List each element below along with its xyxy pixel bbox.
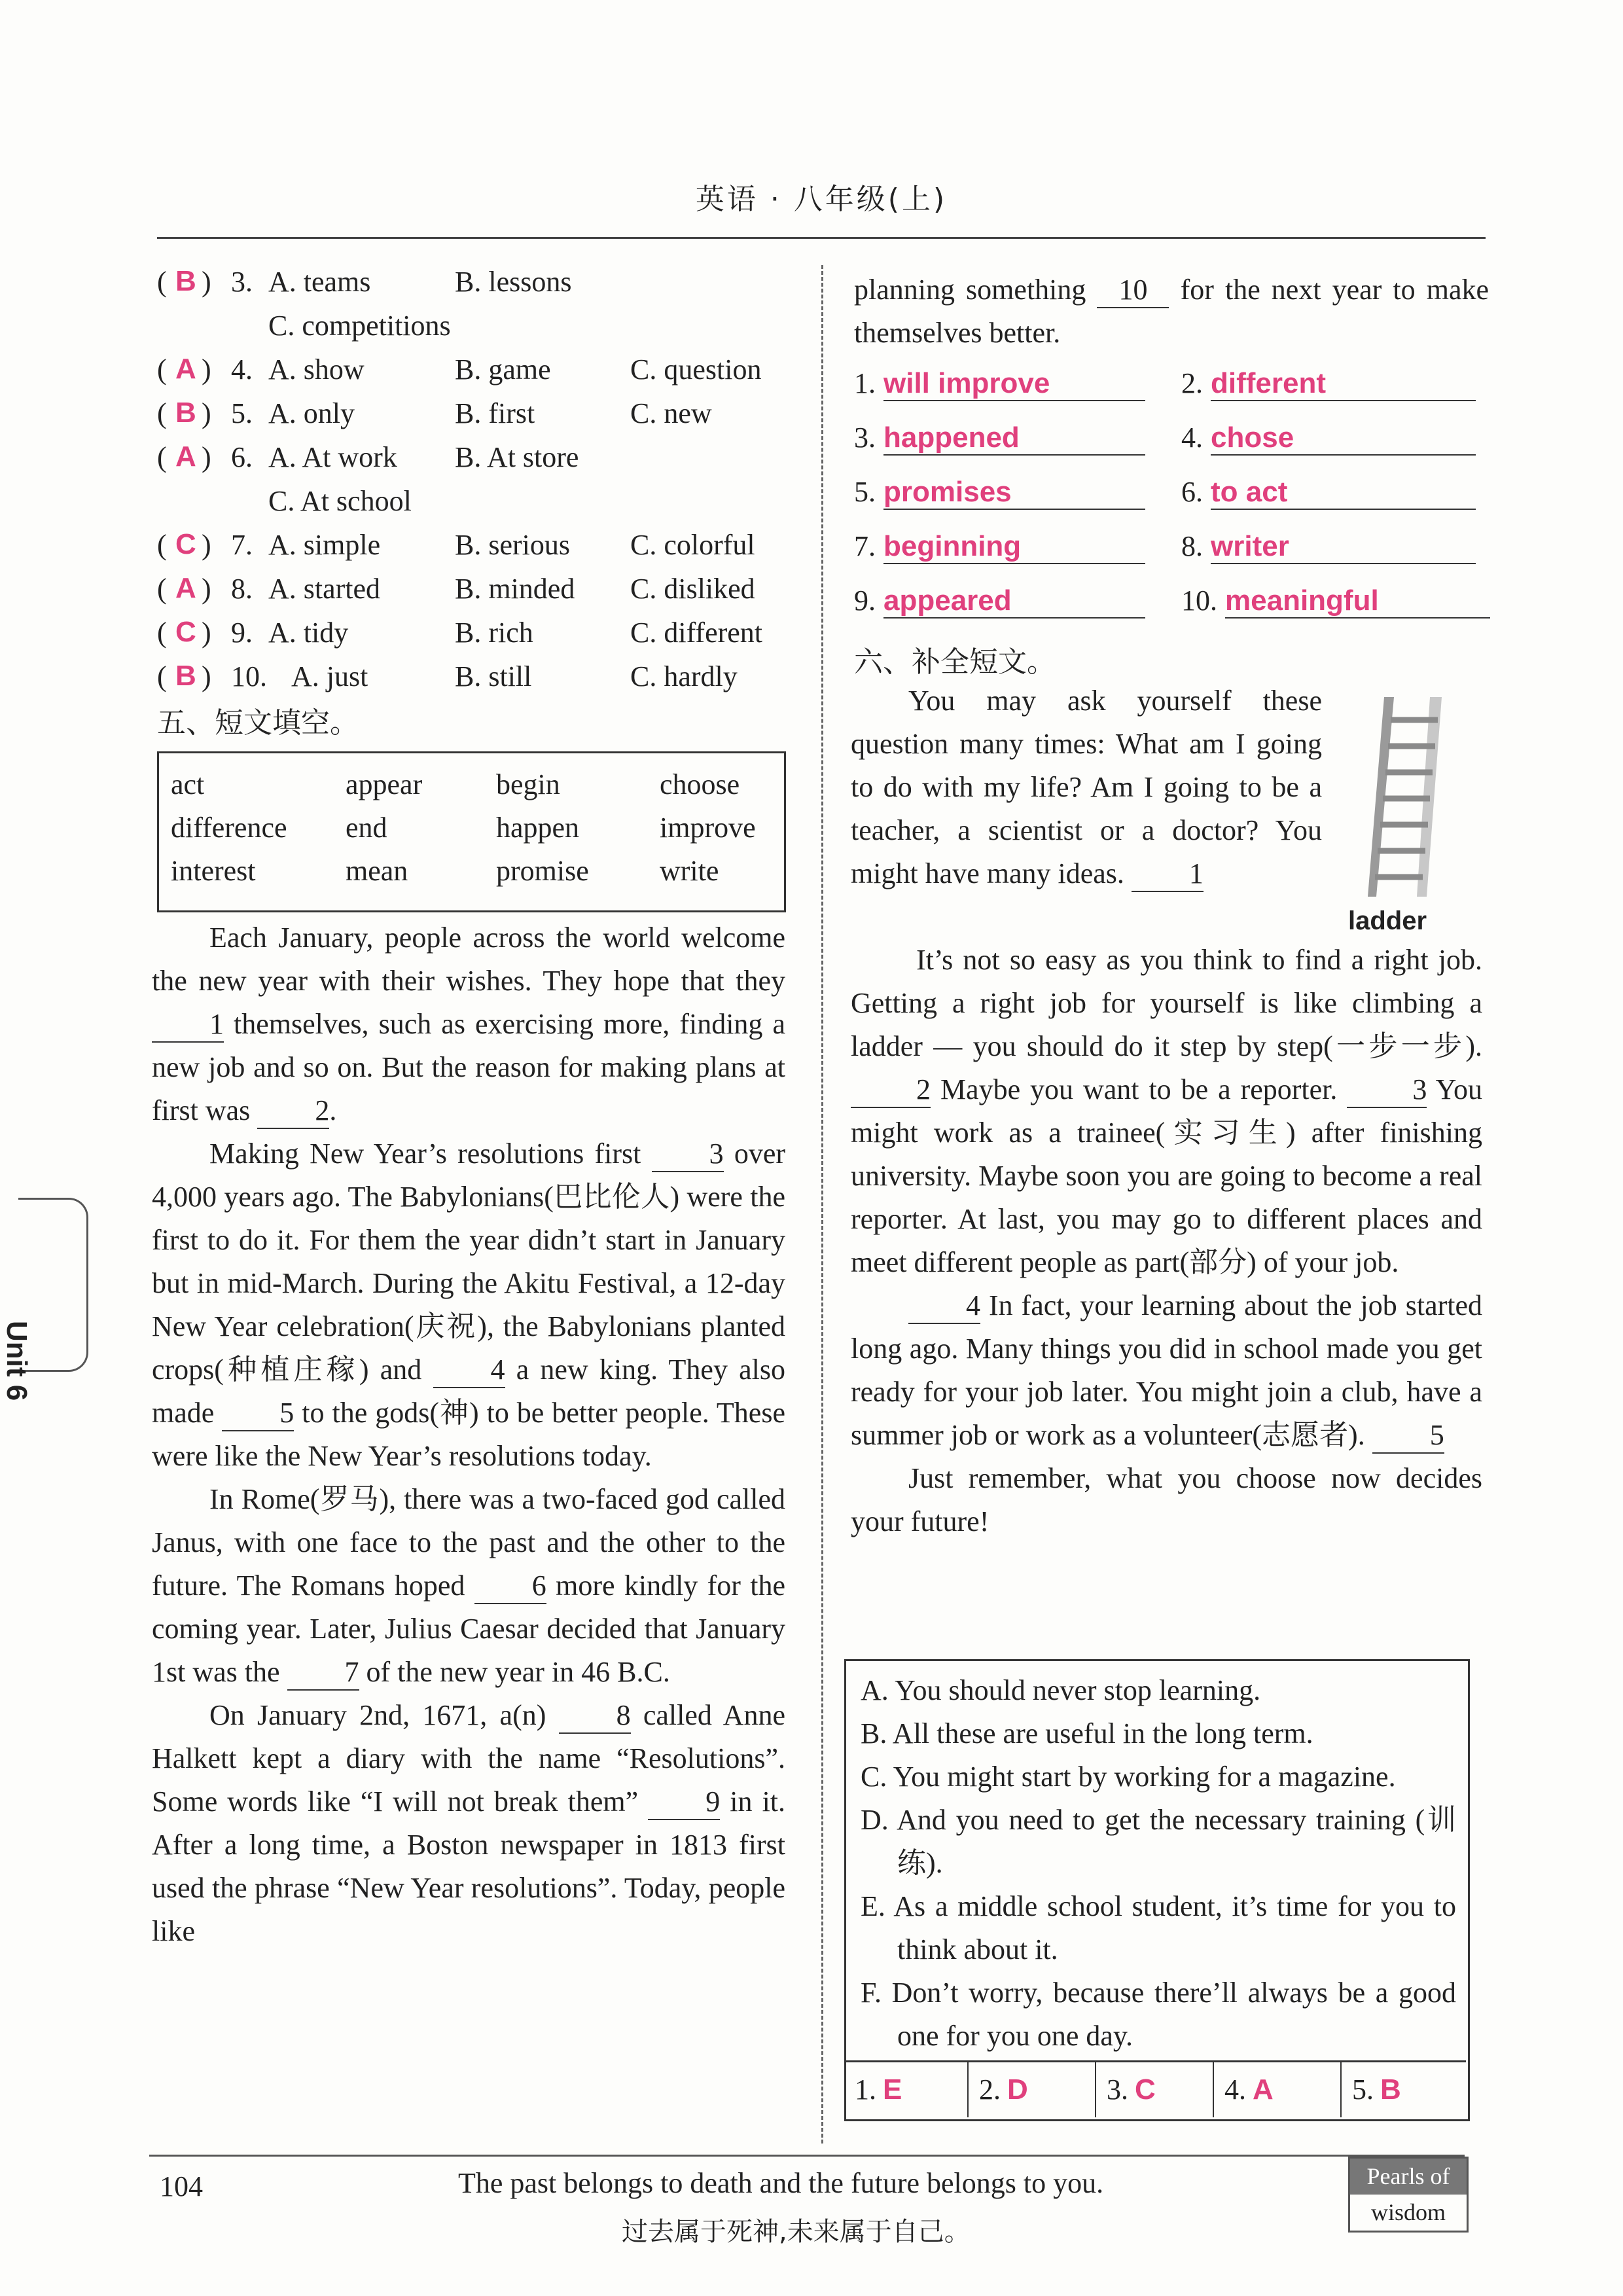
answer-number: 10.: [1181, 584, 1217, 617]
answer-number: 9.: [854, 584, 876, 617]
paren: ): [202, 660, 211, 692]
mc-answer: A: [175, 353, 196, 385]
blank-5[interactable]: 5: [222, 1396, 294, 1431]
mc-answer: B: [175, 397, 196, 429]
mc-option: B. serious: [455, 529, 570, 561]
blank-7[interactable]: 7: [287, 1655, 359, 1691]
answer-number: 1.: [854, 367, 876, 399]
answer-number: 2.: [1181, 367, 1203, 399]
paren: (: [157, 617, 167, 649]
mc-option: A. just: [291, 660, 368, 692]
word-bank-item: happen: [496, 812, 580, 844]
paren: ): [202, 617, 211, 649]
mc-option: B. rich: [455, 617, 533, 649]
mc-option: C. question: [630, 353, 762, 386]
answer-item: [1181, 475, 1476, 510]
mc-answer: B: [175, 660, 196, 692]
mc-option: A. At work: [268, 441, 397, 473]
answer-number: 5.: [854, 476, 876, 508]
mc-option: C. competitions: [268, 310, 451, 342]
answer-item: [1181, 529, 1476, 564]
mc-number: 8.: [231, 573, 253, 605]
header-rule: [157, 237, 1486, 239]
mc-option: B. lessons: [455, 266, 572, 298]
answer-cell: 3. C: [1096, 2062, 1214, 2117]
option-item: E. As a middle school student, it’s time for you to think about it.: [861, 1890, 1456, 1965]
blank-8[interactable]: 8: [559, 1698, 631, 1734]
blank-6-3[interactable]: 3: [1347, 1073, 1427, 1108]
answer-item: [1181, 584, 1490, 619]
answer-value: to act: [1211, 476, 1476, 510]
mc-option: A. teams: [268, 266, 371, 298]
answer-value: will improve: [883, 367, 1145, 401]
page-header-title: 英语 · 八年级(上): [695, 183, 948, 216]
paren: ): [202, 353, 211, 386]
word-bank-item: begin: [496, 768, 560, 800]
mc-number: 5.: [231, 397, 253, 429]
answer-value: appeared: [883, 584, 1145, 619]
answer-number: 3.: [854, 422, 876, 454]
word-bank-item: mean: [346, 855, 408, 887]
mc-option: B. minded: [455, 573, 575, 605]
mc-option: C. hardly: [630, 660, 738, 692]
mc-option: B. At store: [455, 441, 579, 473]
mc-number: 3.: [231, 266, 253, 298]
answer-number: 6.: [1181, 476, 1203, 508]
answer-item: [1181, 421, 1476, 456]
blank-6[interactable]: 6: [474, 1569, 546, 1604]
answer-cell: 4. A: [1214, 2062, 1342, 2117]
mc-option: C. colorful: [630, 529, 755, 561]
section-6-passage: It’s not so easy as you think to find a right job. Getting a right job for yourself is like climbing a ladder — you should do it step by step(一步一步). 2 Maybe you want to be a reporter. 3 You might work as a trainee(实习生) after finishing university. Maybe soon you are going to become a real reporter. At last, you may go to different places and meet different people as part(部分) of your job. 4 In fact, your learning about the job started long ago. Many things you did in school made you get ready for your job later. You might join a club, have a summer job or work as a volunteer(志愿者). 5 Just remember, what you choose now decides your future!: [851, 944, 1482, 1537]
word-bank-box: [157, 751, 786, 912]
passage-paragraph: On January 2nd, 1671, a(n) 8 called Anne Halkett kept a diary with the name “Resolutions”. Some words like “I will not break them” 9 in it. After a long time, a Boston newspaper in 1813 first used the phrase “New Year resolutions”. Today, people like: [152, 1699, 786, 1947]
word-bank-item: interest: [171, 855, 256, 887]
ladder-image: [1364, 694, 1450, 903]
word-bank-item: act: [171, 768, 205, 800]
answer-value: meaningful: [1225, 584, 1490, 619]
paren: (: [157, 353, 167, 386]
blank-6-5[interactable]: 5: [1372, 1418, 1444, 1454]
blank-1[interactable]: 1: [152, 1007, 224, 1043]
footer-rule: [149, 2155, 1465, 2157]
paren: (: [157, 660, 167, 692]
paren: ): [202, 441, 211, 473]
paren: (: [157, 397, 167, 429]
passage-paragraph: Making New Year’s resolutions first 3 over 4,000 years ago. The Babylonians(巴比伦人) were the first to do it. For them the year didn’t start in January but in mid-March. During the Akitu Festival, a 12-day New Year celebration(庆祝), the Babylonians planted crops(种植庄稼) and 4 a new king. They also made 5 to the gods(神) to be better people. These were like the New Year’s resolutions today.: [152, 1138, 786, 1472]
paren: ): [202, 397, 211, 429]
answer-item: [854, 421, 1145, 456]
section-6-passage-top: You may ask yourself these question many times: What am I going to do with my life? Am I going to be a teacher, a scientist or a doctor? You might have many ideas. 1: [851, 679, 1322, 895]
mc-answer: C: [175, 616, 196, 648]
mc-number: 4.: [231, 353, 253, 386]
option-item: A. You should never stop learning.: [861, 1674, 1261, 1706]
mc-number: 6.: [231, 441, 253, 473]
answer-number: 8.: [1181, 530, 1203, 562]
passage-continuation: planning something 10 for the next year to make themselves better.: [854, 274, 1489, 349]
paren: (: [157, 266, 167, 298]
answer-item: [1181, 367, 1476, 401]
mc-option: C. At school: [268, 485, 412, 517]
word-bank-item: end: [346, 812, 387, 844]
answer-item: [854, 475, 1145, 510]
paren: (: [157, 573, 167, 605]
unit-tab: [1, 1198, 88, 1401]
word-bank-item: improve: [660, 812, 756, 844]
word-bank-item: write: [660, 855, 719, 887]
option-item: C. You might start by working for a magazine.: [861, 1761, 1396, 1793]
mc-option: B. game: [455, 353, 551, 386]
mc-number: 9.: [231, 617, 253, 649]
mc-answer: C: [175, 528, 196, 560]
answer-grid: [844, 2060, 1466, 2117]
mc-option: A. only: [268, 397, 355, 429]
mc-answer: A: [175, 572, 196, 604]
column-divider: [821, 265, 823, 2144]
passage-paragraph: In Rome(罗马), there was a two-faced god called Janus, with one face to the past and the other to the future. The Romans hoped 6 more kindly for the coming year. Later, Julius Caesar decided that January 1st was the 7 of the new year in 46 B.C.: [152, 1478, 785, 1694]
footer-quote-cn: 过去属于死神,未来属于自己。: [622, 2217, 971, 2247]
options-box: [844, 1659, 1470, 2121]
mc-option: A. simple: [268, 529, 381, 561]
option-item: B. All these are useful in the long term.: [861, 1717, 1313, 1749]
answer-value: chose: [1211, 422, 1476, 456]
answer-item: [854, 529, 1145, 564]
mc-option: A. started: [268, 573, 381, 605]
blank-3[interactable]: 3: [652, 1137, 724, 1172]
option-item: D. And you need to get the necessary training (训练).: [861, 1804, 1456, 1879]
paren: ): [202, 266, 211, 298]
passage-paragraph: Each January, people across the world welcome the new year with their wishes. They hope that they 1 themselves, such as exercising more, finding a new job and so on. But the reason for making plans at first was 2.: [152, 916, 785, 1132]
page-number: 104: [160, 2170, 203, 2202]
mc-option: C. disliked: [630, 573, 755, 605]
answer-cell: 1. E: [844, 2062, 969, 2117]
answer-item: [854, 584, 1145, 619]
paren: ): [202, 573, 211, 605]
paren: (: [157, 529, 167, 561]
mc-answer: A: [175, 440, 196, 473]
blank-4[interactable]: 4: [433, 1353, 505, 1388]
paren: ): [202, 529, 211, 561]
option-item: F. Don’t worry, because there’ll always be a good one for you one day.: [861, 1977, 1456, 2052]
answer-number: 4.: [1181, 422, 1203, 454]
section-5-passage: [152, 916, 785, 1953]
answer-cell: 5. B: [1352, 2073, 1401, 2106]
paren: (: [157, 441, 167, 473]
mc-answer: B: [175, 265, 196, 297]
blank-9[interactable]: 9: [648, 1785, 720, 1820]
answer-value: promises: [883, 476, 1145, 510]
mc-option: C. new: [630, 397, 712, 429]
word-bank-item: promise: [496, 855, 589, 887]
answer-value: different: [1211, 367, 1476, 401]
word-bank-item: difference: [171, 812, 287, 844]
blank-6-4[interactable]: 4: [908, 1289, 980, 1324]
blank-6-1[interactable]: 1: [1132, 857, 1204, 892]
answer-value: beginning: [883, 530, 1145, 564]
section-6-title: 六、补全短文。: [854, 645, 1056, 679]
blank-2[interactable]: 2: [257, 1094, 329, 1129]
section-5-title: 五、短文填空。: [157, 706, 359, 740]
unit-tab-label: Unit 6: [1, 1321, 33, 1401]
mc-number: 7.: [231, 529, 253, 561]
word-bank-item: appear: [346, 768, 423, 800]
answer-value: writer: [1211, 530, 1476, 564]
blank-6-2[interactable]: 2: [851, 1073, 931, 1108]
pearls-of-wisdom-badge: Pearls of wisdom: [1348, 2157, 1469, 2233]
answer-item: [854, 367, 1145, 401]
word-bank-item: choose: [660, 768, 740, 800]
mc-option: A. tidy: [268, 617, 349, 649]
answer-number: 7.: [854, 530, 876, 562]
mc-number: 10.: [231, 660, 267, 692]
footer-quote: The past belongs to death and the future belongs to you.: [458, 2167, 1104, 2199]
mc-option: B. still: [455, 660, 532, 692]
blank-10[interactable]: 10: [1097, 273, 1169, 308]
answer-value: happened: [883, 422, 1145, 456]
answer-cell: 2. D: [969, 2062, 1096, 2117]
mc-option: B. first: [455, 397, 535, 429]
mc-option: A. show: [268, 353, 365, 386]
mc-option: C. different: [630, 617, 763, 649]
ladder-label: ladder: [1348, 906, 1427, 935]
